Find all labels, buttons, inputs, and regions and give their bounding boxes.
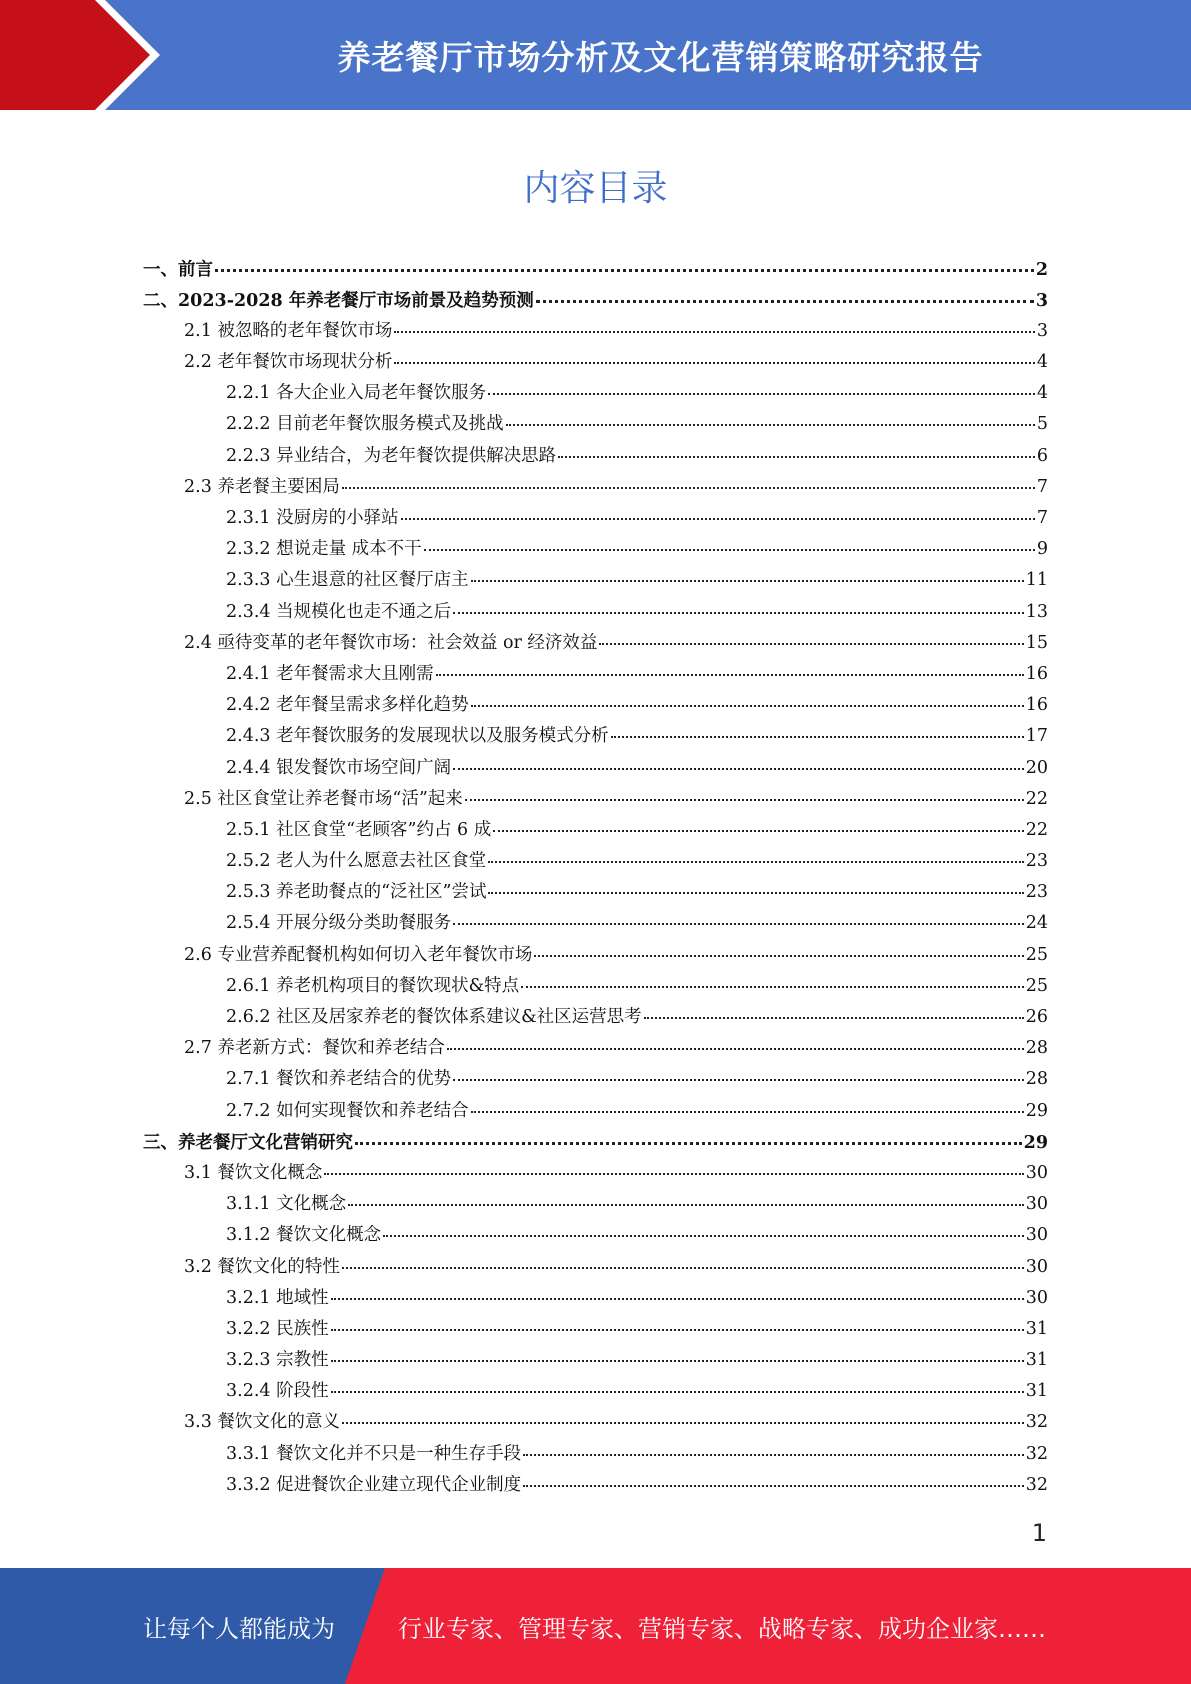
toc-entry-title: 2.3.1 没厨房的小驿站 [226,508,399,528]
toc-entry-title: 2.5.1 社区食堂“老顾客”约占 6 成 [226,819,492,840]
toc-entry-title: 2.3.4 当规模化也走不通之后 [226,601,452,622]
toc-dot-leader [488,875,1023,895]
toc-entry[interactable] [143,909,1048,940]
toc-entry[interactable] [143,940,1048,971]
toc-entry[interactable] [143,1346,1048,1377]
toc-entry-page: 3 [1035,290,1048,311]
header-red-arrow [0,0,150,110]
toc-entry-page: 30 [1025,1287,1048,1308]
toc-dot-leader [523,1436,1024,1456]
toc-dot-leader [471,563,1024,583]
toc-dot-leader [394,345,1034,365]
toc-dot-leader [453,750,1024,770]
toc-entry-page: 32 [1025,1412,1048,1433]
toc-dot-leader [523,1467,1024,1487]
toc-entry-title: 2.2.1 各大企业入局老年餐饮服务 [226,383,487,404]
toc-entry-page: 15 [1025,632,1048,653]
toc-entry-page: 28 [1025,1038,1048,1059]
toc-dot-leader [471,1093,1024,1113]
toc-entry-page: 23 [1025,851,1048,872]
toc-entry-page: 16 [1025,695,1048,716]
toc-dot-leader [488,376,1035,396]
toc-entry-title: 3.2.2 民族性 [226,1318,329,1339]
toc-entry-title: 3.1.2 餐饮文化概念 [226,1225,382,1246]
toc-entry-page: 13 [1025,601,1048,622]
toc-entry-page: 32 [1025,1474,1048,1495]
toc-entry-page: 29 [1025,1100,1048,1121]
footer-slogan-left: 让每个人都能成为 [143,1614,335,1643]
toc-entry-title: 2.5.4 开展分级分类助餐服务 [226,913,452,934]
toc-entry-title: 2.6.1 养老机构项目的餐饮现状&特点 [226,975,520,996]
toc-entry-title: 2.2.2 目前老年餐饮服务模式及挑战 [226,414,504,435]
toc-dot-leader [506,407,1035,427]
toc-entry-title: 3.3.1 餐饮文化并不只是一种生存手段 [226,1443,522,1464]
toc-entry-title: 3.1.1 文化概念 [226,1194,347,1215]
report-title: 养老餐厅市场分析及文化营销策略研究报告 [337,37,984,77]
toc-entry-page: 30 [1025,1256,1048,1277]
toc-entry[interactable] [143,1221,1048,1252]
toc-entry-page: 5 [1036,414,1048,435]
toc-entry-title: 2.4 亟待变革的老年餐饮市场：社会效益 or 经济效益 [184,632,598,653]
toc-dot-leader [465,781,1024,801]
toc-dot-leader [453,906,1024,926]
toc-entry[interactable] [143,722,1048,753]
toc-entry-page: 30 [1025,1225,1048,1246]
toc-heading: 内容目录 [523,168,668,209]
toc-entry-title: 2.4.4 银发餐饮市场空间广阔 [226,757,452,778]
footer-slogan-right: 行业专家、管理专家、营销专家、战略专家、成功企业家…… [398,1614,1046,1643]
toc-dot-leader [521,968,1024,988]
toc-dot-leader [644,1000,1024,1020]
toc-entry[interactable] [143,254,1048,285]
toc-entry-page: 31 [1025,1381,1048,1402]
page-number: 1 [1031,1519,1047,1547]
toc-dot-leader [215,251,1034,272]
toc-entry-page: 2 [1035,259,1048,280]
footer-banner [0,1568,1191,1684]
toc-dot-leader [558,438,1035,458]
toc-dot-leader [599,625,1023,645]
toc-entry-page: 29 [1023,1132,1048,1153]
toc-entry-page: 25 [1025,944,1048,965]
toc-entry-page: 31 [1025,1318,1048,1339]
toc-entry[interactable] [143,1034,1048,1065]
toc-entry-title: 2.7 养老新方式：餐饮和养老结合 [184,1038,445,1059]
toc-entry-title: 2.7.2 如何实现餐饮和养老结合 [226,1100,469,1121]
toc-entry[interactable] [143,753,1048,784]
toc-entry[interactable] [143,847,1048,878]
toc-entry[interactable] [143,1127,1048,1158]
toc-entry-page: 24 [1025,913,1048,934]
toc-dot-leader [424,532,1035,552]
header-banner [0,0,1191,110]
toc-entry[interactable] [143,1003,1048,1034]
toc-entry-title: 3.2.3 宗教性 [226,1350,329,1371]
toc-entry-title: 2.3 养老餐主要困局 [184,476,340,497]
toc-entry[interactable] [143,535,1048,566]
toc-entry-title: 3.2.1 地域性 [226,1287,329,1308]
toc-entry-page: 4 [1036,383,1048,404]
toc-entry-page: 30 [1025,1162,1048,1183]
toc-entry[interactable] [143,659,1048,690]
toc-entry[interactable] [143,379,1048,410]
toc-entry[interactable] [143,348,1048,379]
toc-entry[interactable] [143,1158,1048,1189]
toc-dot-leader [394,313,1034,333]
toc-entry[interactable] [143,1065,1048,1096]
toc-dot-leader [348,1187,1024,1207]
toc-dot-leader [436,656,1024,676]
toc-entry-title: 二、2023-2028 年养老餐厅市场前景及趋势预测 [143,290,534,311]
toc-entry[interactable] [143,1283,1048,1314]
toc-entry-title: 2.2.3 异业结合，为老年餐饮提供解决思路 [226,445,557,466]
toc-entry[interactable] [143,971,1048,1002]
toc-entry-title: 2.3.2 想说走量 成本不干 [226,539,422,560]
toc-dot-leader [453,1062,1024,1082]
toc-entry-title: 2.4.1 老年餐需求大且刚需 [226,663,434,684]
toc-entry-title: 2.4.3 老年餐饮服务的发展现状以及服务模式分析 [226,726,609,747]
toc-entry-page: 17 [1025,726,1048,747]
toc-dot-leader [331,1280,1024,1300]
toc-entry-title: 3.1 餐饮文化概念 [184,1162,323,1183]
toc-entry-title: 3.2.4 阶段性 [226,1381,329,1402]
toc-entry-page: 22 [1025,788,1048,809]
toc-dot-leader [453,594,1024,614]
toc-entry[interactable] [143,691,1048,722]
toc-entry-page: 32 [1025,1443,1048,1464]
toc-entry[interactable] [143,1408,1048,1439]
toc-entry-page: 22 [1025,819,1048,840]
toc-entry[interactable] [143,1439,1048,1470]
toc-entry-page: 4 [1036,352,1048,373]
toc-entry[interactable] [143,472,1048,503]
toc-dot-leader [401,501,1035,521]
toc-entry-title: 3.2 餐饮文化的特性 [184,1256,340,1277]
toc-dot-leader [342,1249,1024,1269]
toc-entry[interactable] [143,1377,1048,1408]
toc-entry-title: 一、前言 [143,259,213,280]
toc-entry-title: 2.5.2 老人为什么愿意去社区食堂 [226,851,487,872]
toc-dot-leader [447,1031,1024,1051]
toc-entry-page: 26 [1025,1007,1048,1027]
toc-entry-title: 2.5.3 养老助餐点的“泛社区”尝试 [226,882,487,903]
toc-entry[interactable] [143,784,1048,815]
toc-dot-leader [383,1218,1024,1238]
toc-entry-title: 三、养老餐厅文化营销研究 [143,1132,353,1153]
table-of-contents [143,254,1048,1502]
toc-entry-page: 25 [1025,975,1048,996]
toc-entry[interactable] [143,285,1048,316]
toc-entry-page: 16 [1025,663,1048,684]
toc-entry-page: 7 [1036,476,1048,497]
toc-dot-leader [471,688,1024,708]
toc-entry[interactable] [143,1252,1048,1283]
toc-dot-leader [342,469,1035,489]
toc-entry[interactable] [143,566,1048,597]
toc-entry-title: 3.3.2 促进餐饮企业建立现代企业制度 [226,1474,522,1495]
toc-entry-page: 3 [1036,320,1048,341]
toc-entry-title: 2.6 专业营养配餐机构如何切入老年餐饮市场 [184,944,533,965]
toc-dot-leader [534,937,1023,957]
toc-entry[interactable] [143,628,1048,659]
toc-dot-leader [331,1374,1024,1394]
toc-entry-title: 2.6.2 社区及居家养老的餐饮体系建议&社区运营思考 [226,1007,642,1027]
toc-entry-title: 2.3.3 心生退意的社区餐厅店主 [226,570,469,591]
toc-entry[interactable] [143,1314,1048,1345]
toc-entry-page: 31 [1025,1350,1048,1371]
toc-entry-page: 23 [1025,882,1048,903]
toc-entry-title: 3.3 餐饮文化的意义 [184,1412,340,1433]
toc-entry-page: 28 [1025,1069,1048,1090]
toc-entry[interactable] [143,504,1048,535]
toc-entry-page: 30 [1025,1194,1048,1215]
toc-entry[interactable] [143,815,1048,846]
toc-entry[interactable] [143,441,1048,472]
toc-dot-leader [331,1311,1024,1331]
toc-entry-title: 2.7.1 餐饮和养老结合的优势 [226,1069,452,1090]
toc-entry[interactable] [143,316,1048,347]
toc-entry-title: 2.5 社区食堂让养老餐市场“活”起来 [184,788,463,809]
toc-dot-leader [611,719,1024,739]
toc-entry[interactable] [143,1190,1048,1221]
toc-entry-title: 2.4.2 老年餐呈需求多样化趋势 [226,695,469,716]
toc-entry[interactable] [143,878,1048,909]
toc-entry-page: 6 [1036,445,1048,466]
toc-entry-page: 11 [1025,570,1048,591]
toc-entry[interactable] [143,410,1048,441]
toc-dot-leader [331,1343,1024,1363]
toc-dot-leader [536,282,1034,303]
toc-dot-leader [493,812,1023,832]
toc-dot-leader [342,1405,1024,1425]
toc-entry[interactable] [143,1470,1048,1501]
toc-entry-page: 9 [1036,539,1048,560]
toc-entry-page: 7 [1036,508,1048,528]
toc-dot-leader [488,844,1024,864]
toc-entry-page: 20 [1025,757,1048,778]
toc-dot-leader [324,1155,1023,1175]
toc-entry[interactable] [143,597,1048,628]
toc-dot-leader [355,1124,1022,1145]
toc-entry-title: 2.1 被忽略的老年餐饮市场 [184,320,393,341]
toc-entry[interactable] [143,1096,1048,1127]
toc-entry-title: 2.2 老年餐饮市场现状分析 [184,352,393,373]
